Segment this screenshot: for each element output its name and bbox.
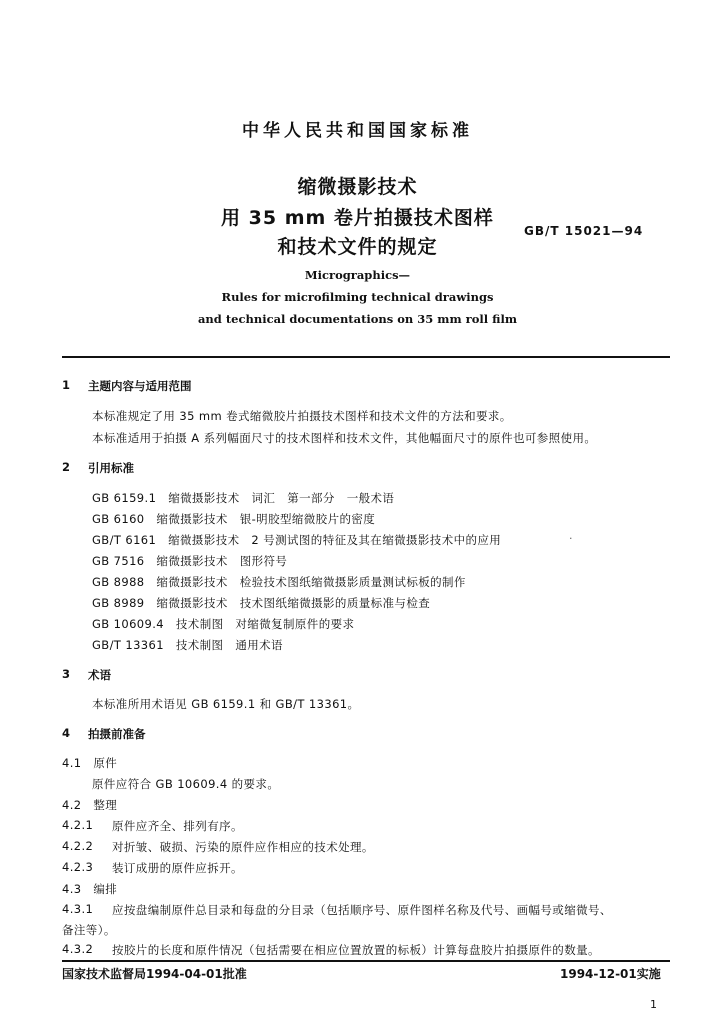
section-4-title: 拍摄前准备 xyxy=(88,727,146,741)
page-number: 1 xyxy=(650,998,657,1011)
clause-4-3-heading: 4.3 编排 xyxy=(62,882,118,896)
reference-item: GB 8988 缩微摄影技术 检验技术图纸缩微摄影质量测试标板的制作 xyxy=(92,575,466,589)
reference-item: GB 6160 缩微摄影技术 银-明胶型缩微胶片的密度 xyxy=(92,512,376,526)
clause-4-2-heading: 4.2 整理 xyxy=(62,798,118,812)
title-en-line-1: Micrographics— xyxy=(304,268,411,282)
section-1-title: 主题内容与适用范围 xyxy=(88,379,192,393)
title-en-line-3: and technical documentations on 35 mm roll film xyxy=(197,312,518,326)
reference-item: GB 7516 缩微摄影技术 图形符号 xyxy=(92,554,288,568)
section-3-title: 术语 xyxy=(88,668,111,682)
clause-4-2-2-text: 对折皱、破损、污染的原件应作相应的技术处理。 xyxy=(112,840,374,854)
implementation-date: 1994-12-01实施 xyxy=(560,967,661,981)
clause-4-3-1-number: 4.3.1 xyxy=(62,902,94,916)
clause-4-2-1-text: 原件应齐全、排列有序。 xyxy=(112,819,243,833)
clause-4-2-3-text: 装订成册的原件应拆开。 xyxy=(112,861,243,875)
section-3-para: 本标准所用术语见 GB 6159.1 和 GB/T 13361。 xyxy=(92,697,360,711)
section-1-para-1: 本标准规定了用 35 mm 卷式缩微胶片拍摄技术图样和技术文件的方法和要求。 xyxy=(92,409,512,423)
section-2-number: 2 xyxy=(62,460,71,474)
title-cn-line-2: 用 35 mm 卷片拍摄技术图样 xyxy=(221,207,494,229)
reference-item: GB 10609.4 技术制图 对缩微复制原件的要求 xyxy=(92,617,355,631)
title-en-line-2: Rules for microfilming technical drawings xyxy=(221,290,494,304)
clause-4-2-2-number: 4.2.2 xyxy=(62,839,94,853)
standard-number: GB/T 15021—94 xyxy=(524,224,644,238)
clause-4-3-1-text-cont: 备注等）。 xyxy=(62,923,116,937)
clause-4-2-1-number: 4.2.1 xyxy=(62,818,94,832)
edge-mark: · xyxy=(569,532,573,545)
header-title: 中华人民共和国国家标准 xyxy=(242,121,473,141)
reference-item: GB 6159.1 缩微摄影技术 词汇 第一部分 一般术语 xyxy=(92,491,395,505)
section-2-title: 引用标准 xyxy=(88,461,134,475)
section-4-number: 4 xyxy=(62,726,71,740)
reference-item: GB/T 6161 缩微摄影技术 2 号测试图的特征及其在缩微摄影技术中的应用 xyxy=(92,533,502,547)
clause-4-1-heading: 4.1 原件 xyxy=(62,756,118,770)
section-1-para-2: 本标准适用于拍摄 A 系列幅面尺寸的技术图样和技术文件，其他幅面尺寸的原件也可参照使用。 xyxy=(92,431,597,445)
clause-4-3-2-text: 按胶片的长度和原件情况（包括需要在相应位置放置的标板）计算每盘胶片拍摄原件的数量。 xyxy=(112,943,600,957)
title-cn-line-3: 和技术文件的规定 xyxy=(277,236,438,258)
top-divider xyxy=(62,356,670,358)
clause-4-3-1-text: 应按盘编制原件总目录和每盘的分目录（包括顺序号、原件图样名称及代号、画幅号或缩微号、 xyxy=(112,903,612,917)
section-3-number: 3 xyxy=(62,667,71,681)
clause-4-3-2-number: 4.3.2 xyxy=(62,942,94,956)
reference-item: GB/T 13361 技术制图 通用术语 xyxy=(92,638,283,652)
title-cn-line-1: 缩微摄影技术 xyxy=(297,176,418,198)
clause-4-2-3-number: 4.2.3 xyxy=(62,860,94,874)
reference-item: GB 8989 缩微摄影技术 技术图纸缩微摄影的质量标准与检查 xyxy=(92,596,431,610)
bottom-divider xyxy=(62,960,670,962)
clause-4-1-text: 原件应符合 GB 10609.4 的要求。 xyxy=(92,777,280,791)
section-1-number: 1 xyxy=(62,378,71,392)
approval-note: 国家技术监督局1994-04-01批准 xyxy=(62,967,247,981)
